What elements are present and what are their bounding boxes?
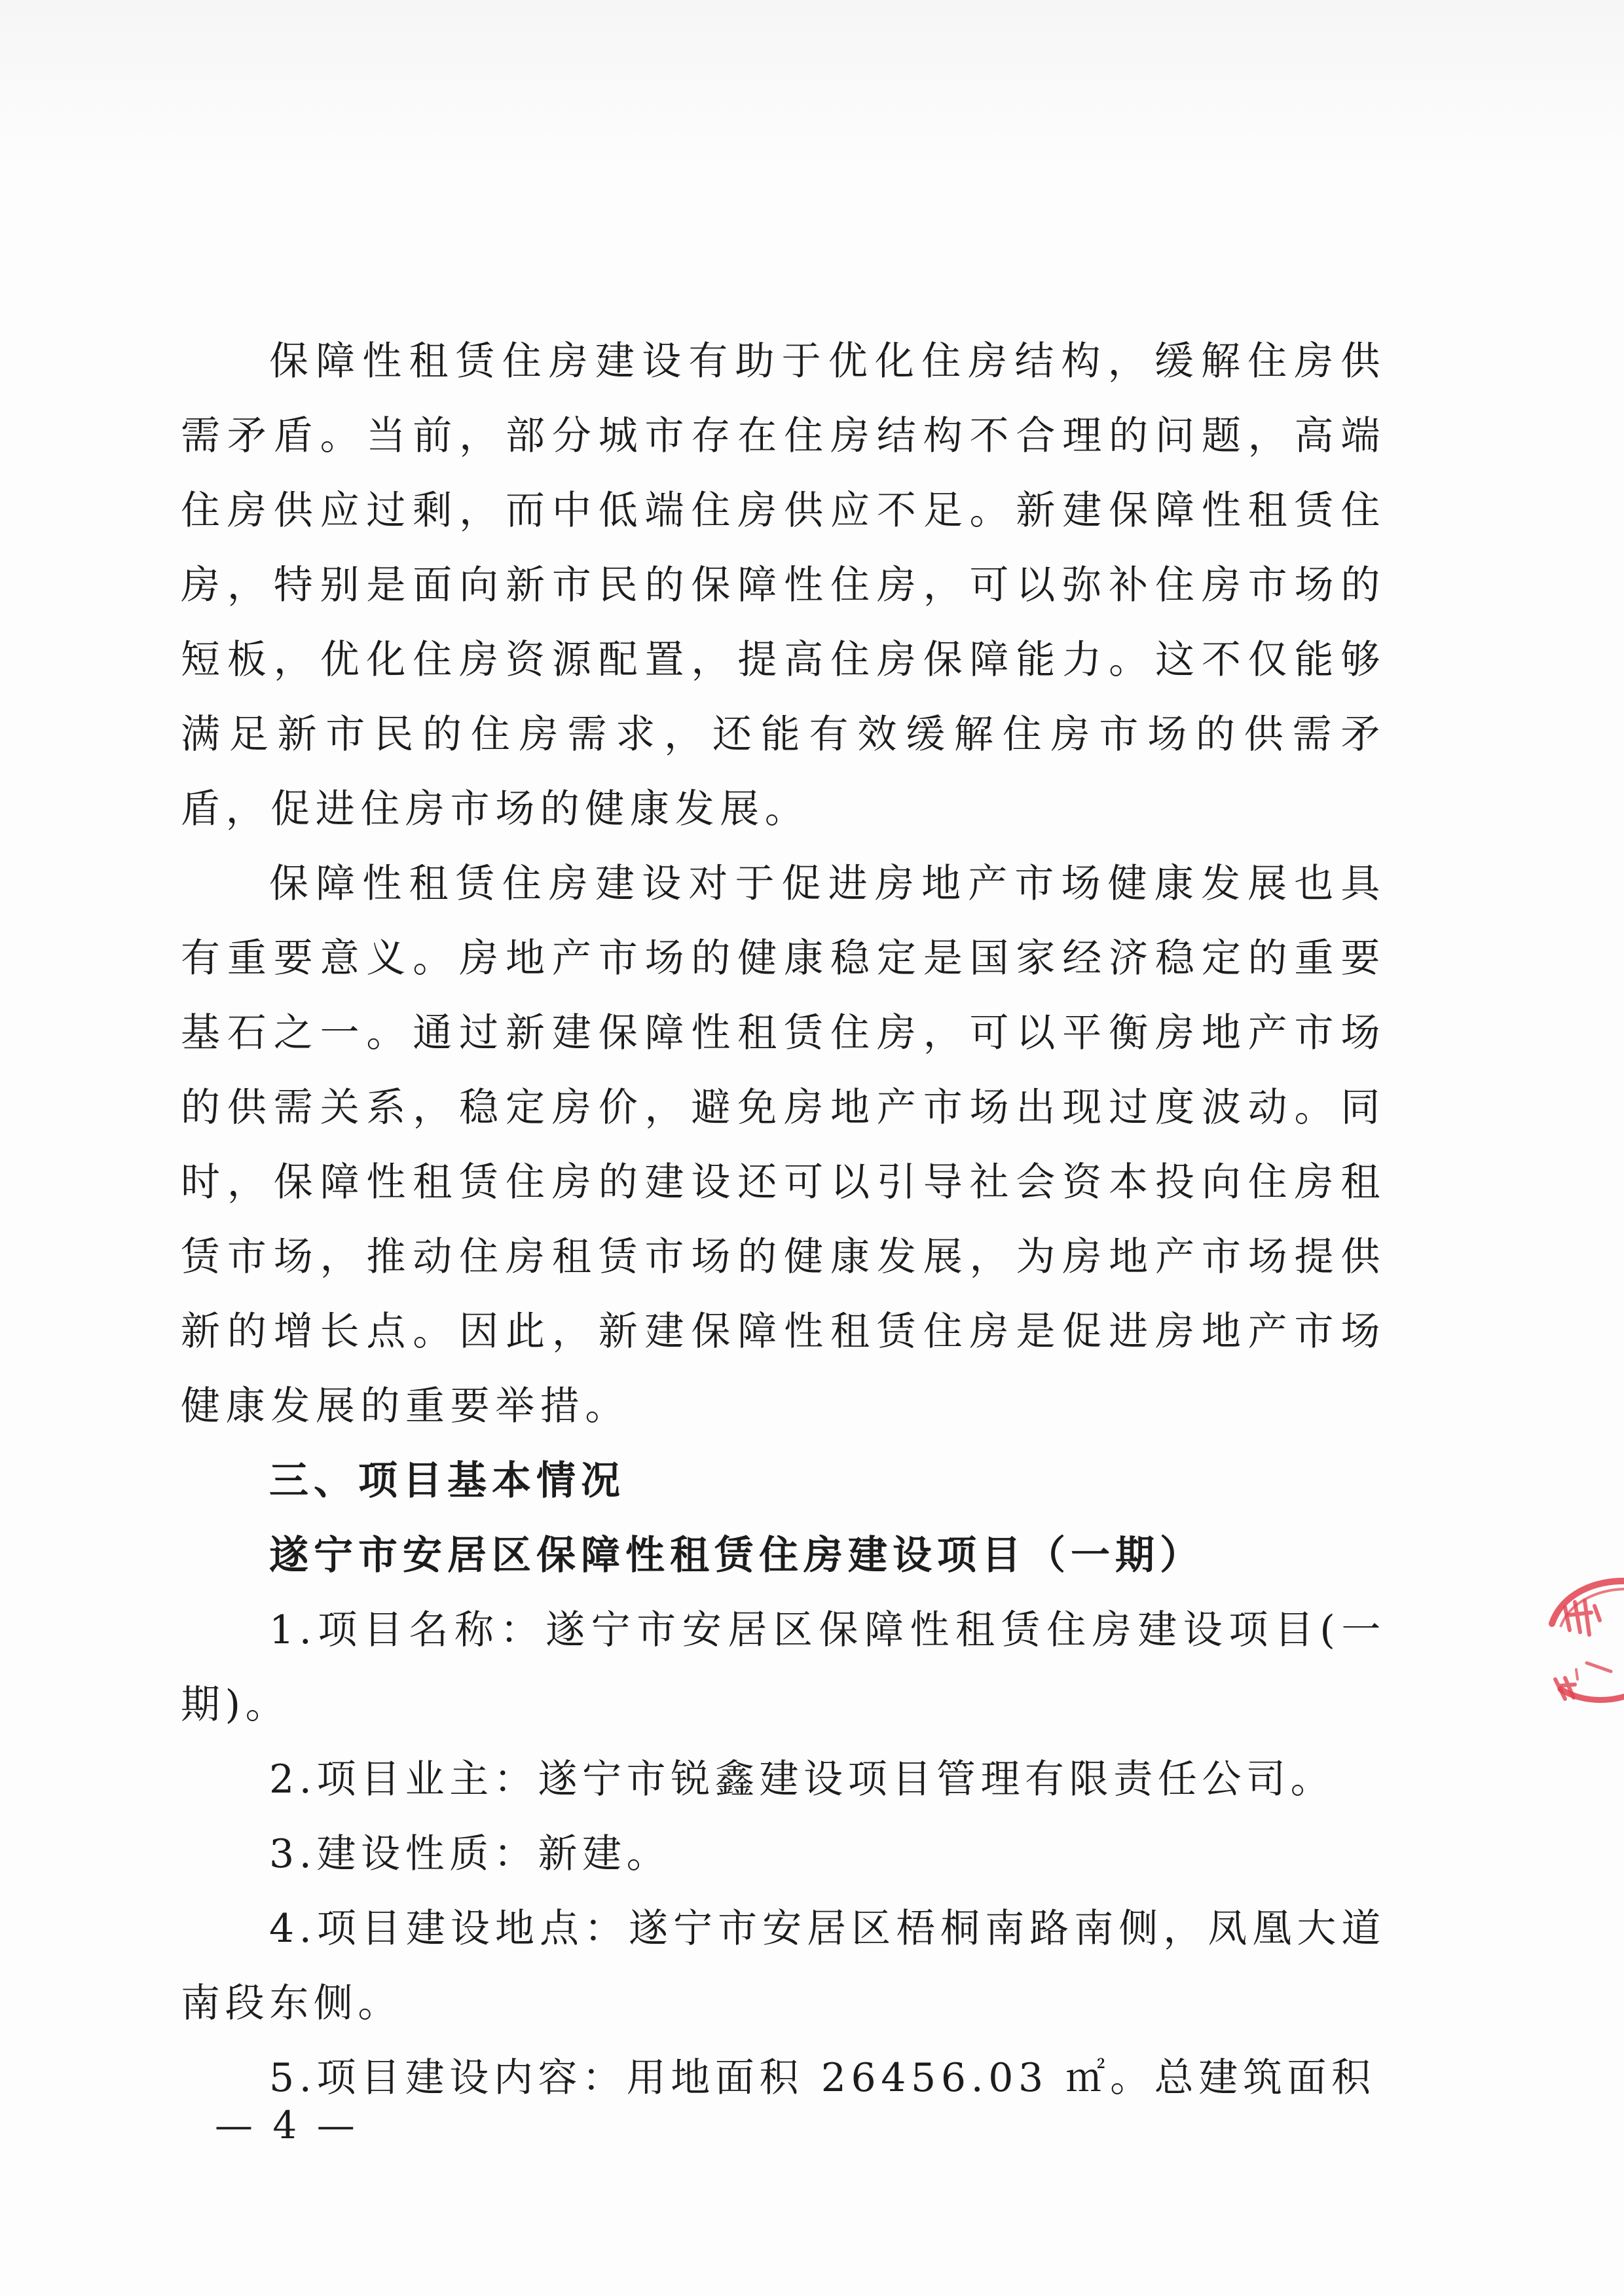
body-paragraph-1: 保障性租赁住房建设有助于优化住房结构，缓解住房供需矛盾。当前，部分城市存在住房结构不合理的问题，高端住房供应过剩，而中低端住房供应不足。新建保障性租赁住房，特别是面向新市民的保障性住房，可以弥补住房市场的短板，优化住房资源配置，提高住房保障能力。这不仅能够满足新市民的住房需求，还能有效缓解住房市场的供需矛盾，促进住房市场的健康发展。 <box>181 338 1386 832</box>
page-number: — 4 — <box>215 2103 359 2147</box>
body-paragraph-2: 保障性租赁住房建设对于促进房地产市场健康发展也具有重要意义。房地产市场的健康稳定是国家经济稳定的重要基石之一。通过新建保障性租赁住房，可以平衡房地产市场的供需关系，稳定房价，避免房地产市场出现过度波动。同时，保障性租赁住房的建设还可以引导社会资本投向住房租赁市场，推动住房租赁市场的健康发展，为房地产市场提供新的增长点。因此，新建保障性租赁住房是促进房地产市场健康发展的重要举措。 <box>181 861 1386 1429</box>
item-construction-nature: 3.建设性质：新建。 <box>269 1831 671 1877</box>
item-construction-location: 4.项目建设地点：遂宁市安居区梧桐南路南侧，凤凰大道南段东侧。 <box>181 1906 1386 2026</box>
section-heading: 三、项目基本情况 <box>269 1458 625 1504</box>
item-construction-content: 5.项目建设内容：用地面积 26456.03 ㎡。总建筑面积 <box>269 2055 1376 2101</box>
document-body <box>181 324 1386 2115</box>
red-seal-stamp-icon <box>1529 1575 1624 1705</box>
item-project-name: 1.项目名称：遂宁市安居区保障性租赁住房建设项目(一期)。 <box>181 1607 1386 1728</box>
item-project-owner: 2.项目业主：遂宁市锐鑫建设项目管理有限责任公司。 <box>269 1757 1335 1802</box>
project-title: 遂宁市安居区保障性租赁住房建设项目（一期） <box>269 1533 1204 1578</box>
